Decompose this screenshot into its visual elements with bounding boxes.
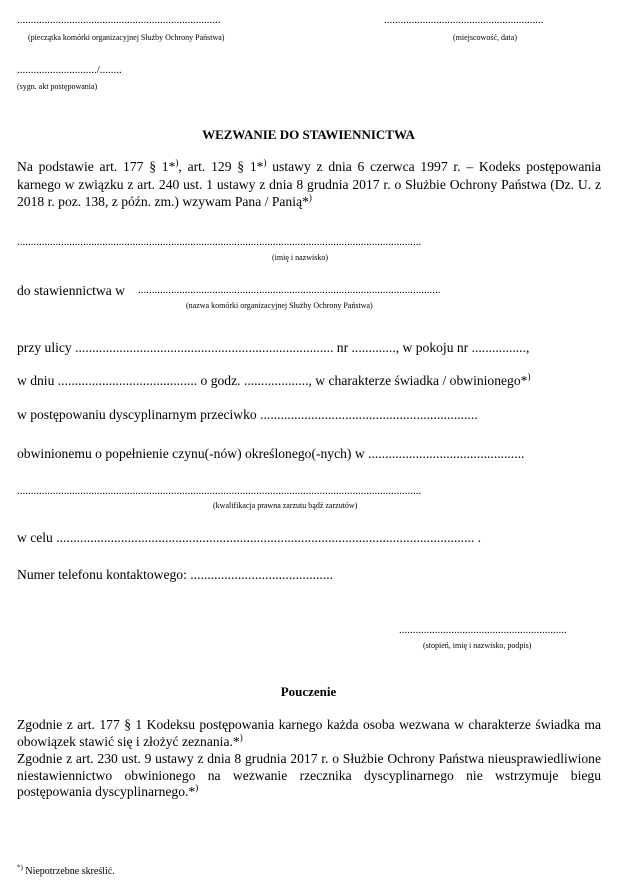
proceedings-line[interactable]: w postępowaniu dyscyplinarnym przeciwko ................................................................ — [17, 407, 478, 422]
unit-dots[interactable]: .............................................................................................................. — [138, 284, 441, 296]
instruction-paragraph-1 — [17, 717, 601, 750]
instruction-heading: Pouczenie — [280, 684, 337, 699]
stamp-dots[interactable]: .......................................................................... — [17, 14, 221, 26]
phone-line[interactable]: Numer telefonu kontaktowego: .......................................... — [17, 567, 334, 582]
name-dots[interactable]: ................................................................................................................................................... — [17, 236, 422, 248]
case-ref-dots[interactable]: ............................./........ — [17, 64, 122, 76]
unit-label: do stawiennictwa w — [17, 283, 125, 298]
footnote-mark: ) — [308, 192, 312, 203]
place-date-caption: (miejscowość, data) — [453, 33, 517, 42]
qualification-caption: (kwalifikacja prawna zarzutu bądź zarzutów) — [213, 501, 358, 510]
footnote-mark: *) — [17, 863, 23, 872]
place-date-dots[interactable]: .......................................................... — [384, 14, 544, 26]
footnote-mark: ) — [239, 731, 243, 742]
intro-part-1: Na podstawie art. 177 § 1* — [17, 159, 176, 174]
date-line-text: w dniu ......................................... o godz. ..................., w charakterze świadka / obwinionego* — [17, 373, 528, 388]
footnote-mark: ) — [527, 373, 531, 382]
date-time-role-line[interactable] — [17, 373, 603, 389]
signature-caption: (stopień, imię i nazwisko, podpis) — [423, 641, 532, 650]
signature-dots[interactable]: ............................................................. — [399, 624, 567, 636]
intro-part-3: ustawy z dnia 6 czerwca 1997 r. – Kodeks postępowania karnego w związku z art. 240 ust. 1 ustawy z dnia 8 grudnia 2017 r. o Służbie Ochrony Państwa (Dz. U. z 2018 r. poz. 138, z późn. zm.) wzywam Pana / Panią* — [17, 159, 601, 209]
qualification-dots[interactable]: ................................................................................................................................................... — [17, 485, 422, 497]
name-caption: (imię i nazwisko) — [272, 253, 328, 262]
intro-part-2: , art. 129 § 1* — [178, 159, 264, 174]
document-title: WEZWANIE DO STAWIENNICTWA — [202, 127, 415, 142]
footnote-mark: ) — [263, 157, 267, 168]
accused-line[interactable]: obwinionemu o popełnienie czynu(-nów) określonego(-nych) w .............................................. — [17, 446, 525, 461]
unit-caption: (nazwa komórki organizacyjnej Służby Ochrony Państwa) — [186, 301, 373, 310]
street-room-line[interactable]: przy ulicy ............................................................................ nr ............., w pokoju nr ................, — [17, 340, 530, 355]
instruction-paragraph-2 — [17, 751, 601, 801]
footnote-mark: ) — [195, 782, 199, 793]
intro-paragraph — [17, 158, 601, 211]
footnote — [17, 863, 115, 877]
stamp-caption: (pieczątka komórki organizacyjnej Służby Ochrony Państwa) — [28, 33, 225, 42]
footnote-mark: ) — [175, 157, 179, 168]
case-ref-caption: (sygn. akt postępowania) — [17, 82, 98, 91]
purpose-line[interactable]: w celu ........................................................................................................................... . — [17, 530, 482, 545]
instruction-text-1: Zgodnie z art. 177 § 1 Kodeksu postępowania karnego każda osoba wezwana w charakterze świadka ma obowiązek stawić się i złożyć zeznania.* — [17, 717, 601, 749]
footnote-text: Niepotrzebne skreślić. — [22, 866, 115, 877]
instruction-text-2: Zgodnie z art. 230 ust. 9 ustawy z dnia 8 grudnia 2017 r. o Służbie Ochrony Państwa nieusprawiedliwione niestawiennictwo obwinionego na wezwanie rzecznika dyscyplinarnego nie wstrzymuje biegu postępowania dyscyplinarnego.* — [17, 751, 601, 799]
